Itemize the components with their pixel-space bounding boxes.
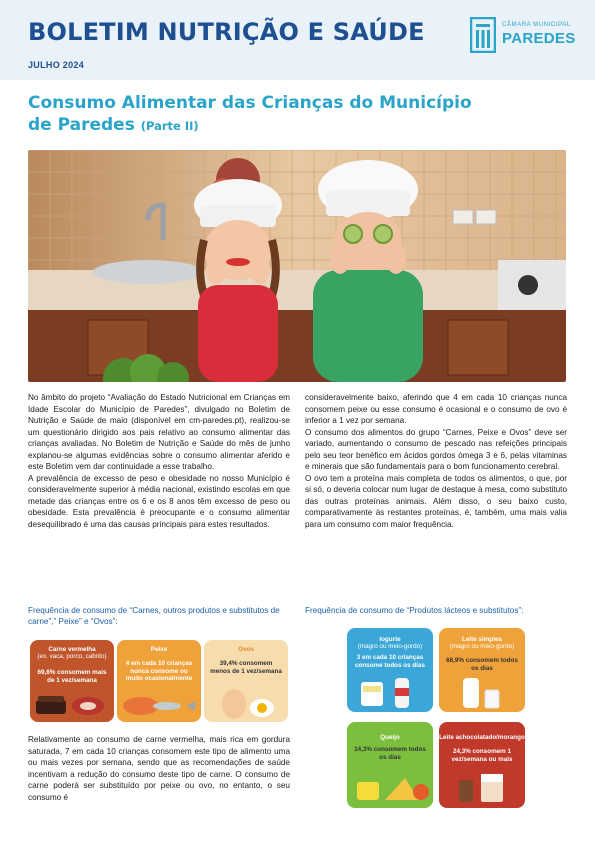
card-subtitle: (ex. vaca, porco, cabrito) (37, 653, 107, 660)
article-title (28, 92, 488, 137)
card-subtitle: (magro ou meio-gordo) (449, 643, 515, 650)
text-column-right (305, 392, 567, 530)
card-stat: 3 em cada 10 crianças consome todos os dias (355, 654, 425, 669)
meat-icon (30, 690, 114, 720)
card-stat: 68,9% consomem todos os dias (446, 657, 518, 672)
building-icon (470, 17, 496, 53)
card-plain-milk (439, 628, 525, 712)
card-stat: 24,3% consomem 1 vez/semana ou mais (451, 748, 513, 763)
bulletin-title: BOLETIM NUTRIÇÃO E SAÚDE (28, 18, 425, 46)
bulletin-date: JULHO 2024 (28, 60, 85, 70)
card-title: Leite simples (462, 636, 502, 643)
card-subtitle: (magro ou meio-gordo) (357, 643, 423, 650)
card-red-meat (30, 640, 114, 722)
card-title: Queijo (380, 734, 400, 741)
municipality-logo (470, 17, 580, 57)
card-cheese (347, 722, 433, 808)
text-column-left (28, 392, 290, 530)
card-title: Iogurte (379, 636, 401, 643)
card-title: Leite achocolatado/morango (439, 734, 525, 741)
card-title: Carne vermelha (48, 646, 96, 653)
card-title: Ovos (238, 646, 254, 653)
logo-name: PAREDES (502, 30, 576, 47)
paragraph: O consumo dos alimentos do grupo “Carnes, Peixe e Ovos” deve ser variado, aumentando o consumo de pescado nas refeições principais pelo seu teor benéfico em ácidos gordos ómega 3 e 6, pelas vitaminas e minerais que são fundamentais para o bom funcionamento cerebral. (305, 427, 567, 471)
card-stat: 14,3% consomem todos os dias (354, 746, 426, 761)
fish-icon (117, 690, 201, 720)
milk-icon (439, 676, 525, 710)
card-eggs (204, 640, 288, 722)
paragraph: O ovo tem a proteína mais completa de todos os alimentos, o que, por si só, o deveria colocar num lugar de destaque à mesa, como substituto das outras proteínas animais. Além disso, o seu baixo custo, comparativamente às restantes proteínas, é, também, uma mais valia para um consumo com maior frequência. (305, 473, 567, 529)
page-header (0, 0, 595, 80)
caption-meat-fish-eggs: Frequência de consumo de “Carnes, outros produtos e substitutos de carne”,” Peixe” e “Ovos”: (28, 606, 280, 626)
article-title-line1: Consumo Alimentar das Crianças do Município (28, 93, 472, 113)
chocolate-milk-icon (439, 770, 525, 806)
egg-icon (204, 686, 288, 720)
card-stat: 69,6% consomem mais de 1 vez/semana (37, 669, 107, 684)
text-column-left-lower (28, 734, 290, 803)
card-fish (117, 640, 201, 722)
card-title: Peixe (150, 646, 168, 653)
paragraph: Relativamente ao consumo de carne vermelha, mais rica em gordura saturada, 7 em cada 10 crianças consomem este tipo de alimento uma ou mais vezes por semana, sendo que as recomendações de saúde incentivam a redução do consumo deste tipo de carne. O consumo de carne poderá ser substituído por peixe ou ovo, no entanto, o seu consumo é (28, 735, 290, 802)
kids-cooking-photo (28, 150, 566, 382)
paragraph: A prevalência de excesso de peso e obesidade no nosso Município é consideravelmente superior à média nacional, existindo escolas em que metade das crianças entre os 6 e os 8 anos têm excesso de peso ou obesidade. Esta prevalência é preocupante e o consumo alimentar desequilibrado é uma das causas principais para estes resultados. (28, 473, 290, 529)
logo-caption: CÂMARA MUNICIPAL (502, 22, 571, 28)
paragraph: consideravelmente baixo, aferindo que 4 em cada 10 crianças nunca consomem peixe ou esse consumo é ocasional e o consumo de ovo é inferior a 1 vez por semana. (305, 393, 567, 425)
photo-illustration (28, 150, 566, 382)
paragraph: No âmbito do projeto “Avaliação do Estado Nutricional em Crianças em Idade Escolar do Município de Paredes”, divulgado no Boletim de Nutrição e Saúde de maio (disponível em cm-paredes.pt), realizou-se um questionário dirigido aos pais relativo ao consumo alimentar das crianças avaliadas. No Boletim de Nutrição e Saúde do mês de junho explanou-se algumas evidências sobre o consumo alimentar aferido e este Boletim vem dar continuidade a esse trabalho. (28, 393, 290, 471)
cheese-icon (347, 770, 433, 806)
card-flavored-milk (439, 722, 525, 808)
card-stat: 39,4% consomem menos de 1 vez/semana (210, 660, 282, 675)
caption-dairy: Frequência de consumo de “Produtos lácteos e substitutos”: (305, 606, 524, 615)
card-stat: 4 em cada 10 crianças nunca consome ou muito ocasionalmente (125, 660, 193, 682)
article-title-part: (Parte II) (140, 119, 199, 133)
card-yogurt (347, 628, 433, 712)
article-title-line2: de Paredes (28, 115, 135, 135)
yogurt-icon (347, 676, 433, 710)
